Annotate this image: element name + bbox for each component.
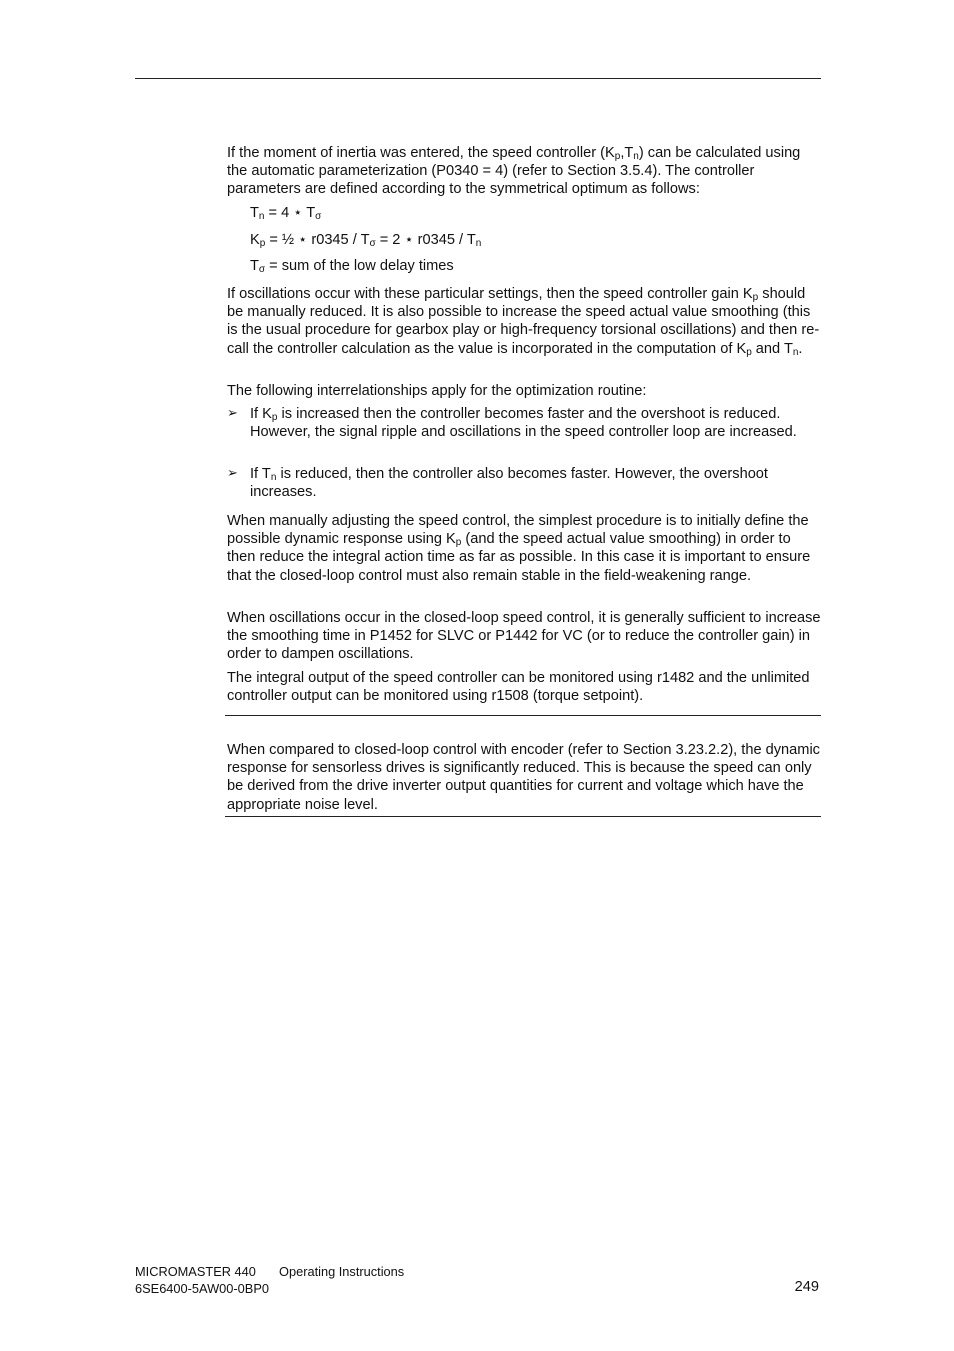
formula-kp: $K_p$ = ½ ⋆ $r0345 / T_\sigma = 2$ ⋆ $r0345 / T_n$ [250, 232, 482, 249]
footer-doc-type: Operating Instructions [279, 1264, 405, 1279]
integral-paragraph: The integral output of the speed controller can be monitored using r1482 and the unlimited controller output can be monitored using r1508 (torque setpoint). [227, 670, 810, 705]
smoothing-paragraph: When oscillations occur in the closed-loop speed control, it is generally sufficient to increase the smoothing time in P1452 for SLVC or P1442 for VC (or to reduce the controller gain) in order to dampen oscillations. [227, 610, 821, 663]
bullet-item: If $K_p$ is increased then the controller becomes faster and the overshoot is reduced. However, the signal ripple and oscillations in the speed controller loop are increased. [250, 406, 797, 441]
oscillations-paragraph: If oscillations occur with these particular settings, then the speed controller gain $K_p$ should be manually reduced. It is also possible to increase the speed actual value smoothing (this is the usual procedure for gearbox play or high-frequency torsional oscillations) and then re-call the controller calculation as the value is incorporated in the computation of $K_p$ and $T_n$. [227, 286, 820, 358]
formula-tn: $T_n = 4$ ⋆ $T_\sigma$ [250, 205, 322, 222]
bullet-arrow-icon: ➢ [227, 465, 238, 480]
manual-adjust-paragraph: When manually adjusting the speed control, the simplest procedure is to initially define the possible dynamic response using $K_p$ (and the speed actual value smoothing) in order to then reduce the integral action time as far as possible. In this case it is important to ensure that the closed-loop control must also remain stable in the field-weakening range. [227, 513, 811, 584]
relationships-intro: The following interrelationships apply for the optimization routine: [227, 383, 647, 399]
footer-order-number: 6SE6400-5AW00-0BP0 [135, 1281, 269, 1296]
sensorless-note-paragraph: When compared to closed-loop control with encoder (refer to Section 3.23.2.2), the dynamic response for sensorless drives is significantly reduced. This is because the speed can only be derived from the drive inverter output quantities for current and voltage which have the appropriate noise level. [227, 742, 820, 813]
intro-paragraph: If the moment of inertia was entered, the speed controller $(K_p,T_n)$ can be calculated using the automatic parameterization (P0340 = 4) (refer to Section 3.5.4). The controller parameters are defined according to the symmetrical optimum as follows: [227, 145, 801, 198]
note-top-rule [225, 715, 821, 716]
page-number: 249 [794, 1279, 819, 1295]
bullet-item: If $T_n$ is reduced, then the controller also becomes faster. However, the overshoot increases. [250, 466, 768, 501]
footer-product: MICROMASTER 440 [135, 1264, 256, 1279]
bullet-arrow-icon: ➢ [227, 405, 238, 420]
note-bottom-rule [225, 816, 821, 817]
header-rule [135, 78, 821, 79]
formula-tsigma: $T_\sigma$ = sum of the low delay times [250, 258, 454, 275]
